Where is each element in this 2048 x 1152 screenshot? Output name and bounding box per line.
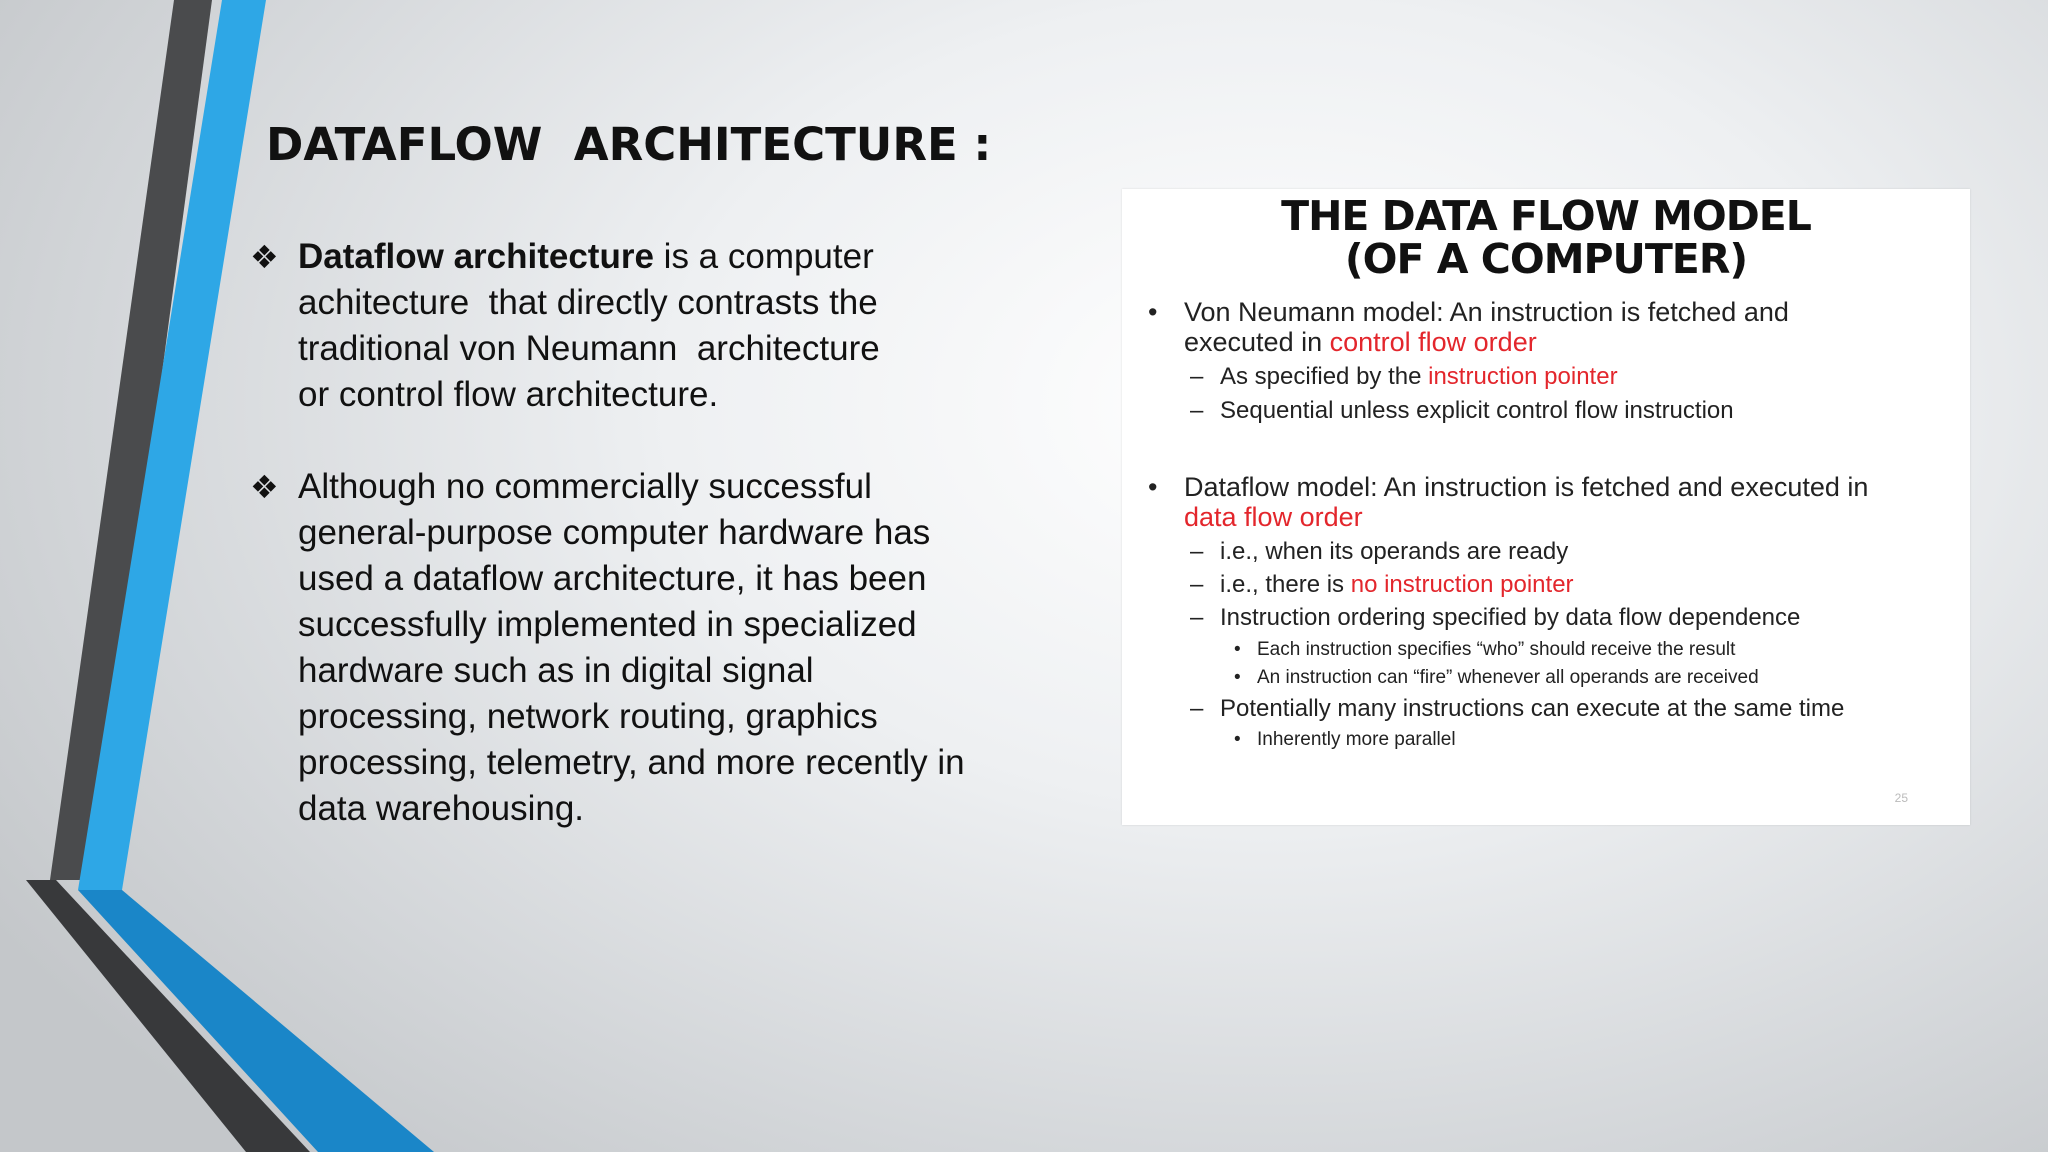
bold-term: Dataflow architecture	[298, 237, 654, 276]
embedded-slide-title: THE DATA FLOW MODEL (OF A COMPUTER)	[1281, 192, 1811, 283]
dash-marker: –	[1190, 363, 1204, 390]
highlight-control-flow-order: control flow order	[1329, 327, 1537, 357]
dataflow-line-1: Dataflow model: An instruction is fetched and executed in	[1184, 472, 1869, 502]
von-neumann-line-1: Von Neumann model: An instruction is fetched and	[1184, 297, 1789, 327]
bullet-line: successfully implemented in specialized	[298, 605, 917, 644]
dataflow-sub-3a: Each instruction specifies “who” should receive the result	[1257, 639, 1736, 660]
highlight-data-flow-order: data flow order	[1184, 502, 1363, 532]
dash-marker: –	[1190, 604, 1204, 631]
bullet-dataflow-usage	[250, 464, 1030, 832]
bullet-line: used a dataflow architecture, it has been	[298, 559, 927, 598]
bullet-marker: •	[1148, 472, 1158, 502]
bullet-line: Dataflow architecture is a computer	[298, 237, 874, 276]
bullet-line: data warehousing.	[298, 789, 585, 828]
bullet-dataflow-definition	[250, 234, 1030, 418]
dataflow-sub-3: Instruction ordering specified by data flow dependence	[1220, 604, 1801, 631]
highlight-instruction-pointer: instruction pointer	[1428, 363, 1618, 390]
dataflow-sub-4a: Inherently more parallel	[1257, 729, 1456, 750]
slide-body	[250, 234, 1030, 832]
von-neumann-sub-2: Sequential unless explicit control flow instruction	[1220, 397, 1734, 424]
dataflow-sub-1: i.e., when its operands are ready	[1220, 538, 1569, 565]
diamond-bullet-icon: ❖	[250, 468, 279, 506]
bullet-line: hardware such as in digital signal	[298, 651, 814, 690]
von-neumann-sub-1: As specified by the instruction pointer	[1220, 363, 1618, 390]
embedded-slide-image	[1122, 189, 1970, 825]
bullet-line: processing, telemetry, and more recently in	[298, 743, 965, 782]
dataflow-sub-2: i.e., there is no instruction pointer	[1220, 571, 1574, 598]
bullet-line: processing, network routing, graphics	[298, 697, 878, 736]
dash-marker: –	[1190, 538, 1204, 565]
dataflow-sub-4: Potentially many instructions can execute at the same time	[1220, 695, 1845, 722]
dataflow-sub-3b: An instruction can “fire” whenever all operands are received	[1257, 667, 1759, 688]
diamond-bullet-icon: ❖	[250, 238, 279, 276]
dash-marker: –	[1190, 695, 1204, 722]
dash-marker: –	[1190, 397, 1204, 424]
bullet-line: or control flow architecture.	[298, 375, 719, 414]
bullet-marker: •	[1234, 729, 1241, 750]
slide-title: DATAFLOW ARCHITECTURE :	[266, 118, 992, 171]
bullet-line: Although no commercially successful	[298, 467, 872, 506]
highlight-no-instruction-pointer: no instruction pointer	[1350, 571, 1574, 598]
von-neumann-line-2: executed in control flow order	[1184, 327, 1537, 357]
bullet-line: traditional von Neumann architecture	[298, 329, 880, 368]
dash-marker: –	[1190, 571, 1204, 598]
bullet-marker: •	[1148, 297, 1158, 327]
bullet-line: achitecture that directly contrasts the	[298, 283, 878, 322]
bullet-marker: •	[1234, 639, 1241, 660]
bullet-marker: •	[1234, 667, 1241, 688]
embedded-page-number: 25	[1894, 791, 1908, 805]
bullet-line: general-purpose computer hardware has	[298, 513, 931, 552]
